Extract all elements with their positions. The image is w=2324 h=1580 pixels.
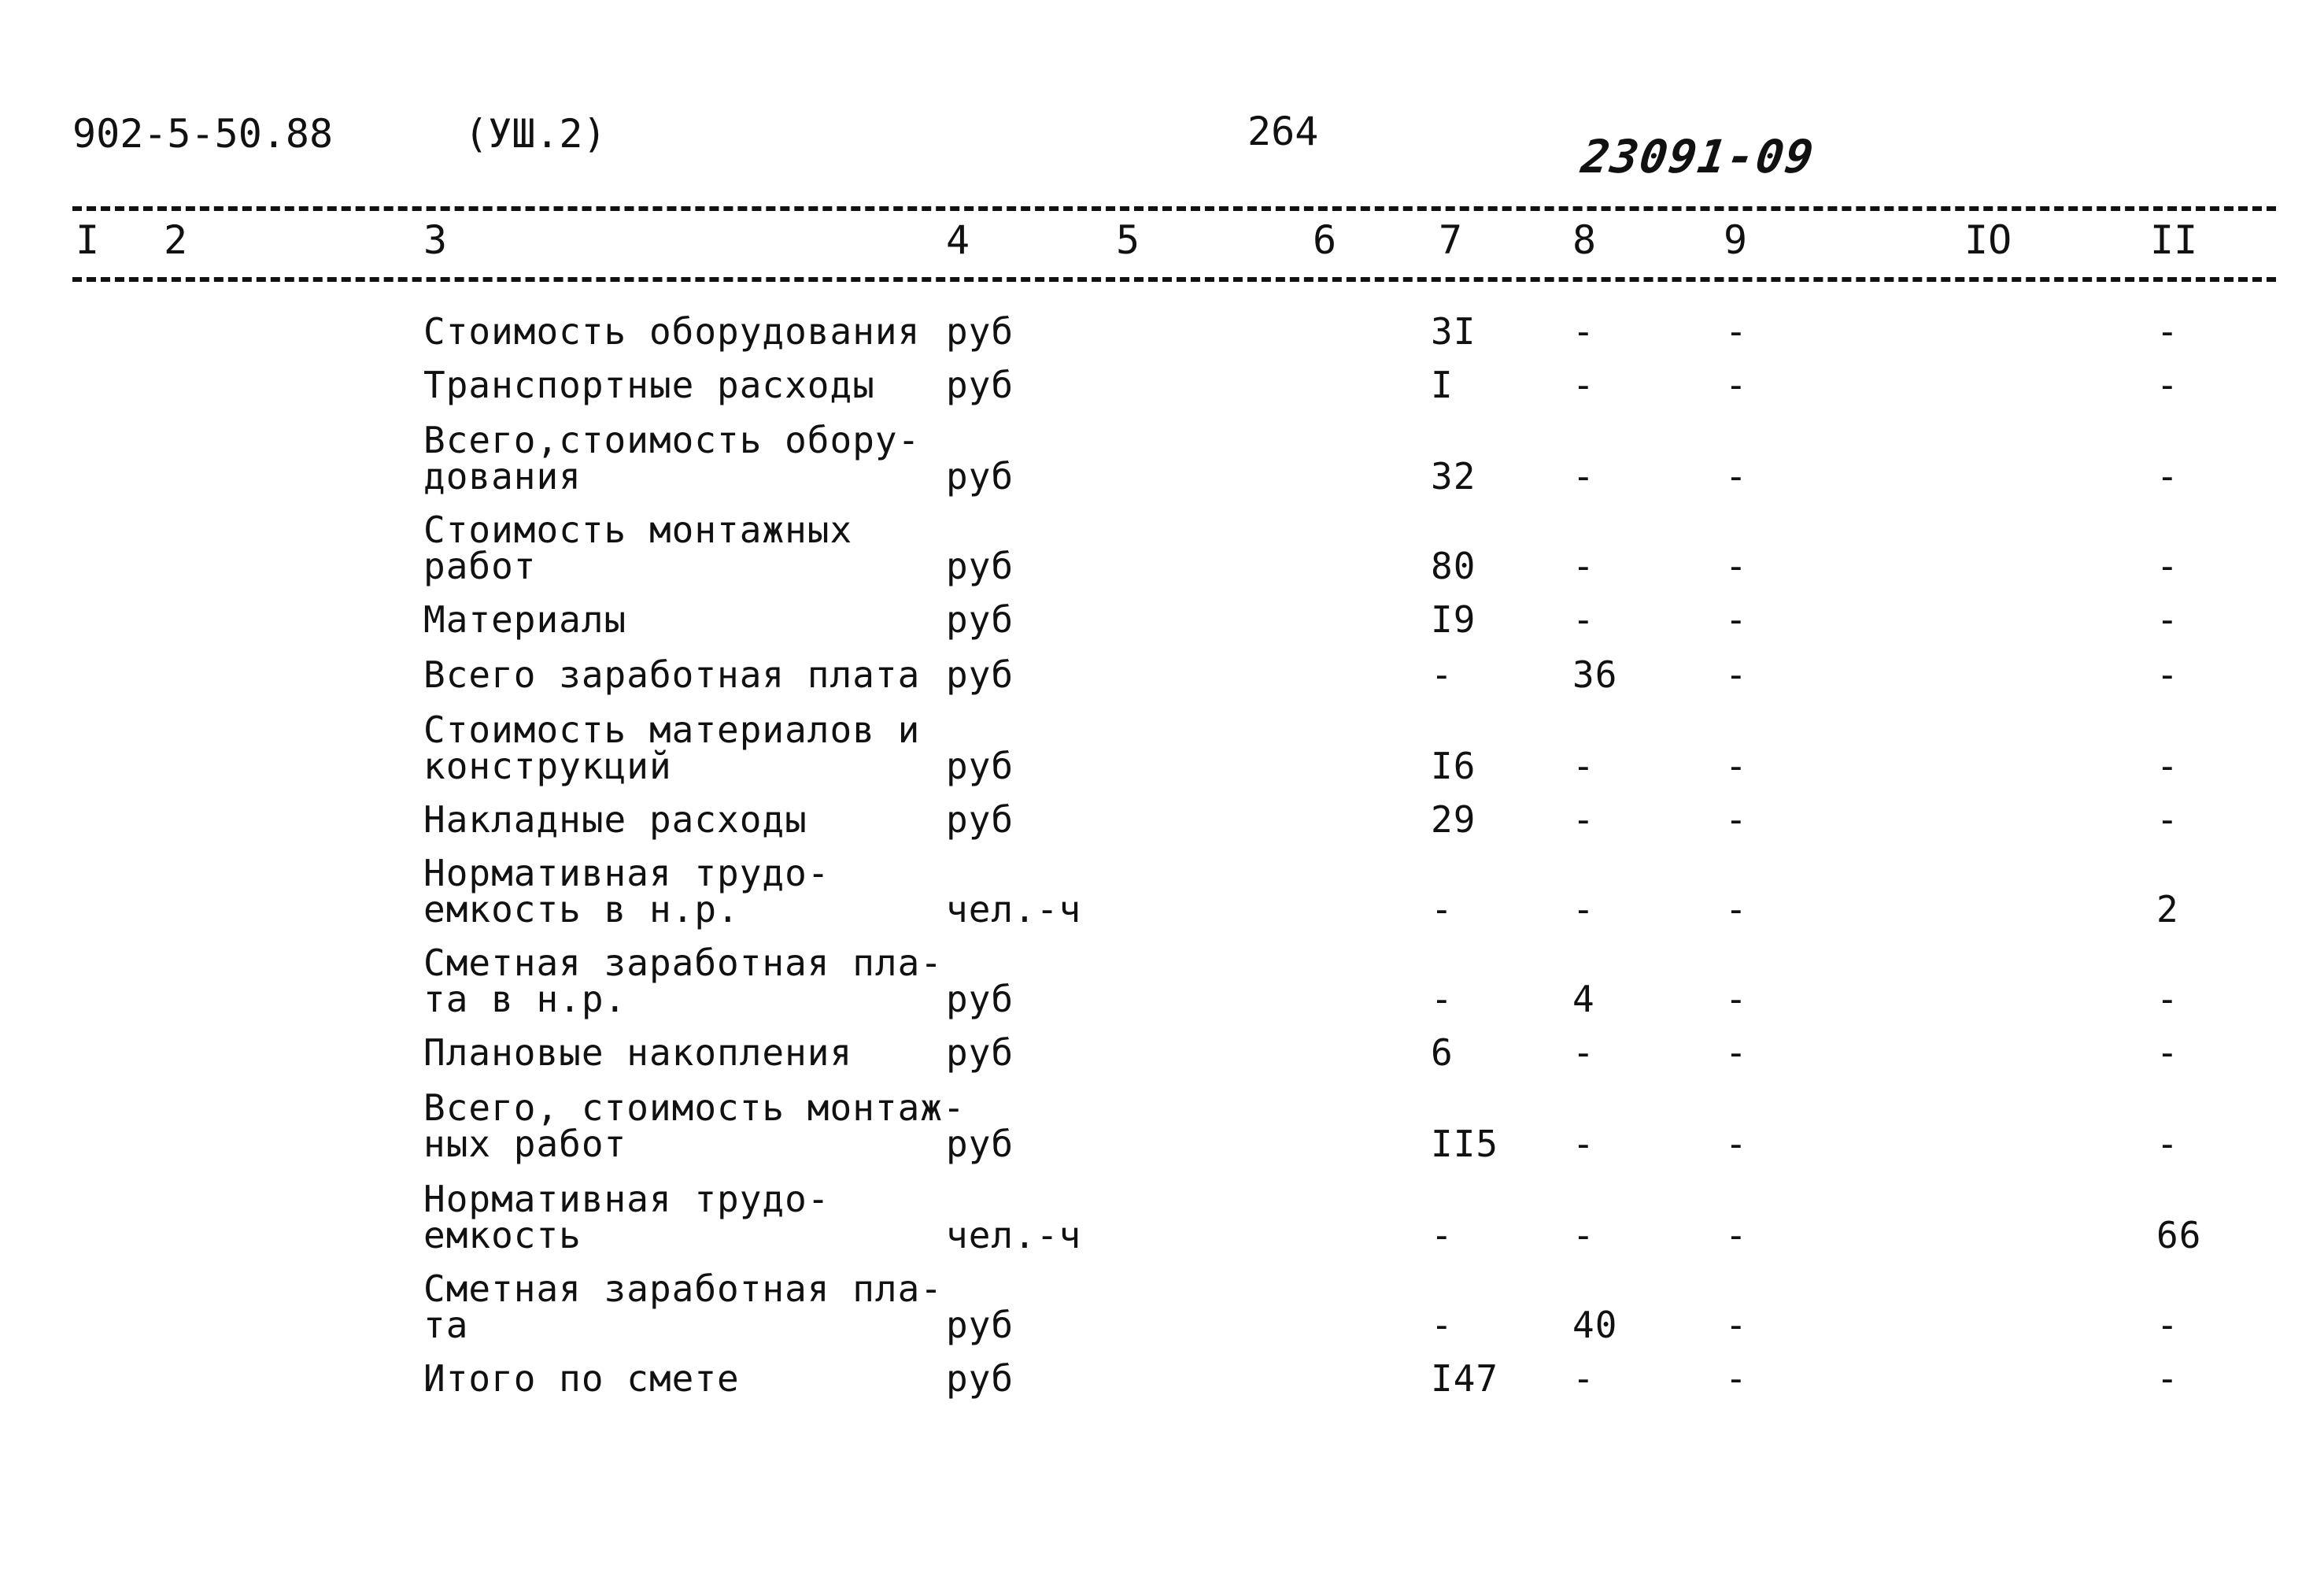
table-cell-unit: руб — [946, 978, 1014, 1020]
table-cell-c7: - — [1431, 653, 1454, 696]
table-cell-c7: - — [1431, 888, 1454, 931]
row-name: Нормативная трудо- емкость — [423, 1178, 830, 1256]
table-cell-unit: руб — [946, 1031, 1014, 1074]
table-cell-c8: - — [1572, 888, 1595, 931]
table-cell-unit: руб — [946, 1123, 1014, 1165]
table-cell-c11: - — [2156, 310, 2179, 353]
column-header: II — [2150, 217, 2198, 263]
table-cell-unit: руб — [946, 1304, 1014, 1346]
table-cell-c8: 40 — [1572, 1304, 1618, 1346]
table-cell-c9: - — [1725, 364, 1748, 406]
table-cell-c7: 6 — [1431, 1031, 1454, 1074]
table-cell-c8: - — [1572, 1214, 1595, 1256]
table-cell-c11: - — [2156, 1357, 2179, 1400]
table-cell-c9: - — [1725, 653, 1748, 696]
table-cell-c7: 32 — [1431, 455, 1476, 498]
table-cell-c11: - — [2156, 455, 2179, 498]
column-header: 2 — [164, 217, 188, 263]
column-header: 9 — [1724, 217, 1748, 263]
column-header: 8 — [1572, 217, 1597, 263]
table-cell-c8: - — [1572, 545, 1595, 587]
row-name: Плановые накопления — [423, 1031, 853, 1074]
table-cell-unit: руб — [946, 745, 1014, 787]
row-name: Стоимость монтажных работ — [423, 509, 853, 587]
table-cell-c11: - — [2156, 653, 2179, 696]
table-cell-c11: - — [2156, 978, 2179, 1020]
table-cell-c7: I47 — [1431, 1357, 1499, 1400]
table-cell-unit: руб — [946, 1357, 1014, 1400]
table-cell-c11: - — [2156, 798, 2179, 841]
table-cell-c8: - — [1572, 1123, 1595, 1165]
row-name: Сметная заработная пла- та в н.р. — [423, 942, 943, 1020]
row-name: Всего заработная плата — [423, 653, 921, 696]
table-cell-c7: I6 — [1431, 745, 1476, 787]
table-cell-c9: - — [1725, 455, 1748, 498]
table-cell-c8: 36 — [1572, 653, 1618, 696]
column-header: 4 — [946, 217, 970, 263]
table-cell-c8: - — [1572, 598, 1595, 641]
table-cell-c8: 4 — [1572, 978, 1595, 1020]
table-cell-c11: 66 — [2156, 1214, 2202, 1256]
row-name: Всего, стоимость монтаж- ных работ — [423, 1086, 966, 1165]
table-cell-c9: - — [1725, 1031, 1748, 1074]
table-cell-c9: - — [1725, 888, 1748, 931]
column-header: 5 — [1116, 217, 1140, 263]
column-header: IO — [1964, 217, 2012, 263]
table-cell-unit: руб — [946, 364, 1014, 406]
table-cell-c11: - — [2156, 1304, 2179, 1346]
table-cell-c7: 3I — [1431, 310, 1476, 353]
table-cell-c9: - — [1725, 798, 1748, 841]
column-header: 6 — [1313, 217, 1337, 263]
row-name: Стоимость оборудования — [423, 310, 921, 353]
table-cell-c8: - — [1572, 1357, 1595, 1400]
column-header: I — [76, 217, 100, 263]
row-name: Итого по смете — [423, 1357, 740, 1400]
table-cell-c7: 29 — [1431, 798, 1476, 841]
table-cell-c7: - — [1431, 1304, 1454, 1346]
row-name: Всего,стоимость обору- дования — [423, 419, 921, 498]
table-cell-unit: чел.-ч — [946, 1214, 1082, 1256]
table-cell-unit: чел.-ч — [946, 888, 1082, 931]
table-cell-c9: - — [1725, 1304, 1748, 1346]
table-cell-c7: I9 — [1431, 598, 1476, 641]
table-cell-c8: - — [1572, 745, 1595, 787]
handwritten-stamp-number: 23091-09 — [1578, 130, 1819, 183]
table-cell-unit: руб — [946, 455, 1014, 498]
column-header: 3 — [423, 217, 448, 263]
table-cell-c9: - — [1725, 598, 1748, 641]
row-name: Транспортные расходы — [423, 364, 875, 406]
table-cell-c9: - — [1725, 1357, 1748, 1400]
table-cell-c11: 2 — [2156, 888, 2179, 931]
table-cell-c7: I — [1431, 364, 1454, 406]
table-cell-c11: - — [2156, 1031, 2179, 1074]
section-reference: (УШ.2) — [464, 111, 607, 157]
row-name: Накладные расходы — [423, 798, 807, 841]
row-name: Стоимость материалов и конструкций — [423, 709, 921, 787]
table-cell-c8: - — [1572, 310, 1595, 353]
table-cell-c11: - — [2156, 1123, 2179, 1165]
table-cell-unit: руб — [946, 545, 1014, 587]
table-cell-c8: - — [1572, 455, 1595, 498]
table-cell-c9: - — [1725, 1214, 1748, 1256]
table-cell-c7: - — [1431, 978, 1454, 1020]
table-cell-c9: - — [1725, 545, 1748, 587]
row-name: Сметная заработная пла- та — [423, 1267, 943, 1346]
column-header: 7 — [1439, 217, 1463, 263]
table-cell-c11: - — [2156, 745, 2179, 787]
table-cell-c7: II5 — [1431, 1123, 1499, 1165]
table-cell-c9: - — [1725, 978, 1748, 1020]
page-number: 264 — [1247, 109, 1319, 154]
document-code: 902-5-50.88 — [72, 111, 334, 157]
table-cell-c11: - — [2156, 598, 2179, 641]
header-rule-top — [72, 206, 2276, 211]
table-cell-unit: руб — [946, 798, 1014, 841]
table-cell-c8: - — [1572, 364, 1595, 406]
table-cell-c9: - — [1725, 1123, 1748, 1165]
table-cell-c9: - — [1725, 310, 1748, 353]
table-cell-unit: руб — [946, 310, 1014, 353]
table-cell-c11: - — [2156, 364, 2179, 406]
table-cell-c7: 80 — [1431, 545, 1476, 587]
table-cell-unit: руб — [946, 653, 1014, 696]
table-cell-c8: - — [1572, 1031, 1595, 1074]
table-cell-c9: - — [1725, 745, 1748, 787]
header-rule-bottom — [72, 277, 2276, 282]
row-name: Нормативная трудо- емкость в н.р. — [423, 852, 830, 931]
row-name: Материалы — [423, 598, 627, 641]
table-cell-c7: - — [1431, 1214, 1454, 1256]
table-cell-c11: - — [2156, 545, 2179, 587]
table-cell-unit: руб — [946, 598, 1014, 641]
table-cell-c8: - — [1572, 798, 1595, 841]
